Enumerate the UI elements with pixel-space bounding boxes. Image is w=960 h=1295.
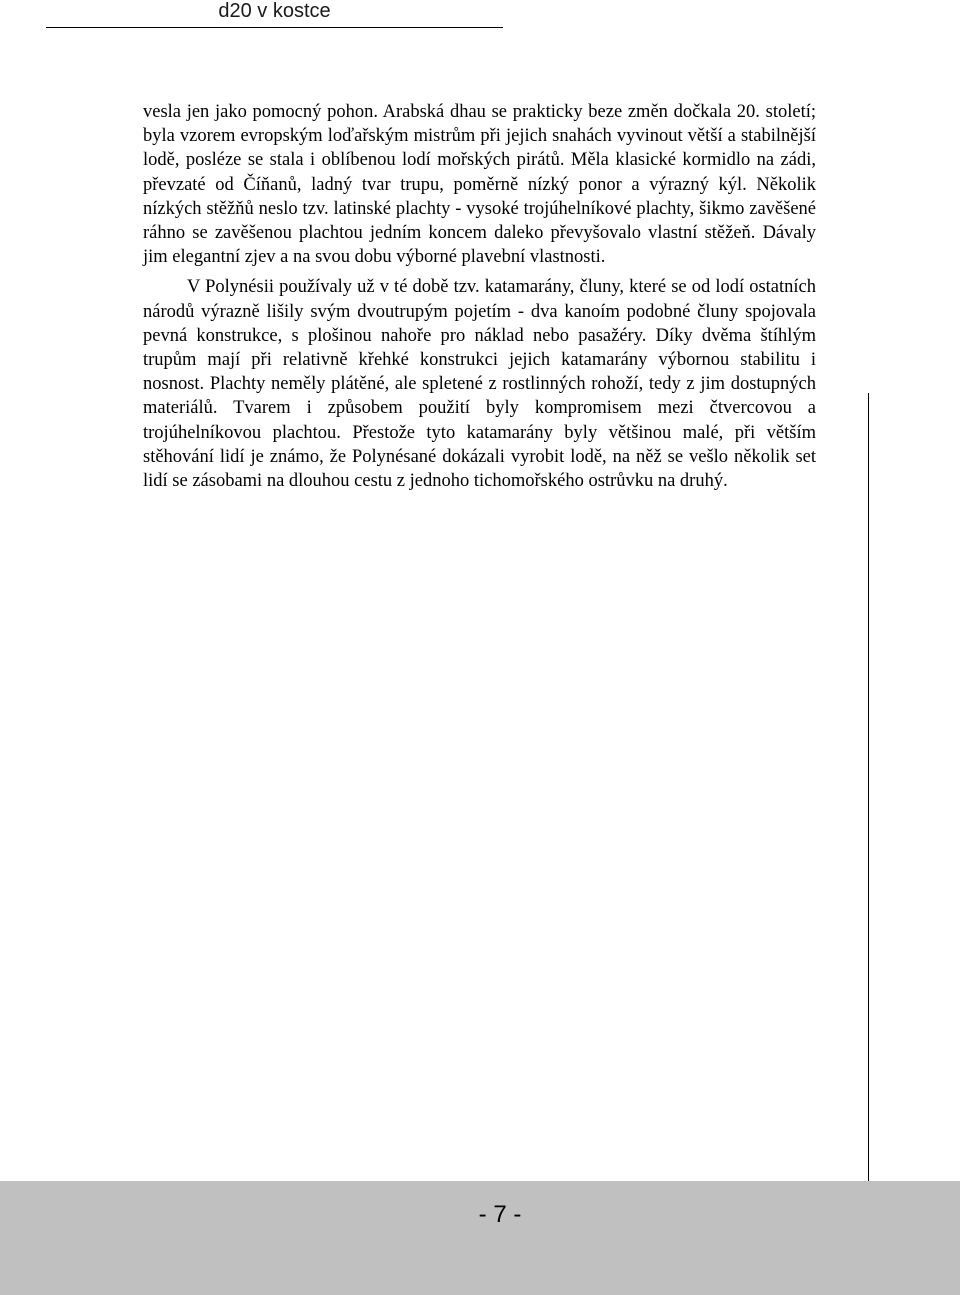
paragraph-1: vesla jen jako pomocný pohon. Arabská dhau se prakticky beze změn dočkala 20. století; byla vzorem evropským loďařským mistrům při jejich snahách vyvinout větší a stabilnější lodě, posléze se stala i oblíbenou lodí mořských pirátů. Měla klasické kormidlo na zádi, převzaté od Číňanů, ladný tvar trupu, poměrně nízký ponor a výrazný kýl. Několik nízkých stěžňů neslo tzv. latinské plachty - vysoké trojúhelníkové plachty, šikmo zavěšené ráhno se zavěšenou plachtou jedním koncem daleko převyšovalo vlastní stěžeň. Dávaly jim elegantní zjev a na svou dobu výborné plavební vlastnosti.	[143, 102, 816, 268]
margin-rule	[868, 393, 869, 1216]
page-number: - 7 -	[478, 1201, 522, 1228]
footer-band	[0, 1181, 960, 1295]
paragraph-2: V Polynésii používaly už v té době tzv. katamarány, čluny, které se od lodí ostatních národů výrazně lišily svým dvoutrupým pojetím - dva kanoím podobné čluny spojovala pevná konstrukce, s plošinou nahoře pro náklad nebo pasažéry. Díky dvěma štíhlým trupům mají při relativně křehké konstrukci jejich katamarány výbornou stabilitu i nosnost. Plachty neměly plátěné, ale spletené z rostlinných rohoží, tedy z jim dostupných materiálů. Tvarem i způsobem použití byly kompromisem mezi čtvercovou a trojúhelníkovou plachtou. Přestože tyto katamarány byly většinou malé, při větším stěhování lidí je známo, že Polynésané dokázali vyrobit lodě, na něž se vešlo několik set lidí se zásobami na dlouhou cestu z jednoho tichomořského ostrůvku na druhý.	[143, 277, 816, 492]
body-text	[143, 100, 816, 493]
header-divider	[46, 27, 503, 28]
running-header-title: d20 v kostce	[218, 0, 331, 22]
